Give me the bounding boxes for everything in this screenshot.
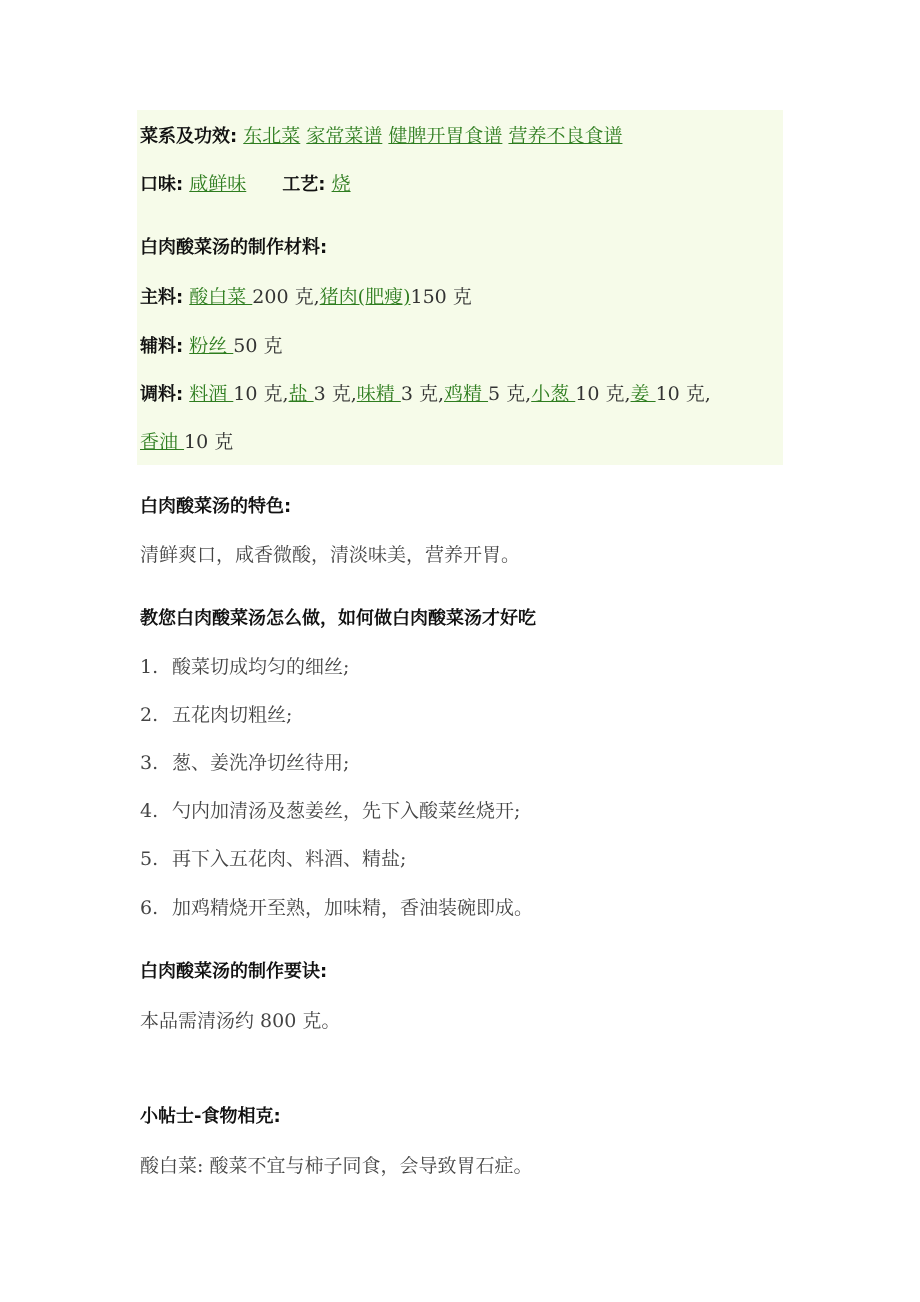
seasoning-link-ginger[interactable]: 姜 [630, 383, 656, 405]
step-text: 再下入五花肉、料酒、精盐; [172, 848, 407, 870]
ingredient-link-fensi[interactable]: 粉丝 [189, 335, 234, 357]
method-step [140, 750, 349, 776]
step-number: 3. [140, 752, 159, 774]
tips-title: 白肉酸菜汤的制作要诀: [140, 961, 328, 982]
seasoning-link-liaojiu[interactable]: 料酒 [189, 383, 234, 405]
ingredient-amount: 150 克 [410, 286, 472, 308]
seasoning-link-sesame-oil[interactable]: 香油 [140, 431, 185, 453]
step-text: 葱、姜洗净切丝待用; [172, 752, 350, 774]
category-link-appetite[interactable]: 健脾开胃食谱 [388, 125, 503, 147]
craft-label: 工艺: [282, 174, 326, 195]
step-text: 加鸡精烧开至熟，加味精，香油装碗即成。 [172, 897, 534, 919]
step-text: 五花肉切粗丝; [172, 704, 293, 726]
conflict-text: 酸白菜: 酸菜不宜与柿子同食，会导致胃石症。 [140, 1155, 533, 1177]
tips-text: 本品需清汤约 800 克。 [140, 1010, 341, 1032]
ingredient-amount: 200 克, [252, 286, 320, 308]
craft-link[interactable]: 烧 [331, 173, 351, 195]
method-step [140, 846, 406, 872]
seasoning-amount: 10 克, [233, 383, 289, 405]
step-number: 4. [140, 800, 159, 822]
ingredient-amount: 50 克 [233, 335, 283, 357]
method-step [140, 702, 292, 728]
step-text: 勺内加清汤及葱姜丝，先下入酸菜丝烧开; [172, 800, 521, 822]
step-number: 2. [140, 704, 159, 726]
seasoning-amount: 3 克, [313, 383, 357, 405]
category-line [140, 123, 622, 150]
materials-title: 白肉酸菜汤的制作材料: [140, 237, 328, 258]
seasoning-line-2 [140, 429, 233, 455]
conflict-title: 小帖士-食物相克: [140, 1106, 281, 1127]
aux-ingredients-line [140, 333, 283, 360]
seasoning-amount: 10 克, [575, 383, 631, 405]
seasoning-link-chicken-essence[interactable]: 鸡精 [444, 383, 489, 405]
method-step [140, 895, 533, 921]
aux-label: 辅料: [140, 336, 184, 357]
category-link-nutrition[interactable]: 营养不良食谱 [508, 125, 623, 147]
main-label: 主料: [140, 287, 184, 308]
seasoning-amount: 5 克, [488, 383, 532, 405]
step-number: 6. [140, 897, 159, 919]
seasoning-link-salt[interactable]: 盐 [288, 383, 314, 405]
seasoning-amount: 10 克, [655, 383, 711, 405]
ingredient-link-suanbaicai[interactable]: 酸白菜 [189, 286, 253, 308]
method-step [140, 654, 349, 680]
main-ingredients-line [140, 284, 472, 311]
method-step [140, 798, 520, 824]
seasoning-link-scallion[interactable]: 小葱 [531, 383, 576, 405]
step-text: 酸菜切成均匀的细丝; [172, 656, 350, 678]
category-label: 菜系及功效: [140, 126, 238, 147]
category-link-homestyle[interactable]: 家常菜谱 [306, 125, 383, 147]
taste-label: 口味: [140, 174, 184, 195]
seasoning-link-msg[interactable]: 味精 [356, 383, 401, 405]
step-number: 1. [140, 656, 159, 678]
seasoning-amount: 10 克 [184, 431, 234, 453]
seasoning-amount: 3 克, [400, 383, 444, 405]
category-link-dongbei[interactable]: 东北菜 [243, 125, 301, 147]
step-number: 5. [140, 848, 159, 870]
ingredient-link-pork[interactable]: 猪肉(肥瘦) [319, 286, 411, 308]
features-title: 白肉酸菜汤的特色: [140, 496, 292, 517]
taste-link[interactable]: 咸鲜味 [189, 173, 247, 195]
taste-craft-line [140, 171, 351, 198]
seasoning-label: 调料: [140, 384, 184, 405]
method-title: 教您白肉酸菜汤怎么做，如何做白肉酸菜汤才好吃 [140, 608, 536, 629]
features-text: 清鲜爽口，咸香微酸，清淡味美，营养开胃。 [140, 544, 521, 566]
seasoning-line [140, 381, 711, 408]
